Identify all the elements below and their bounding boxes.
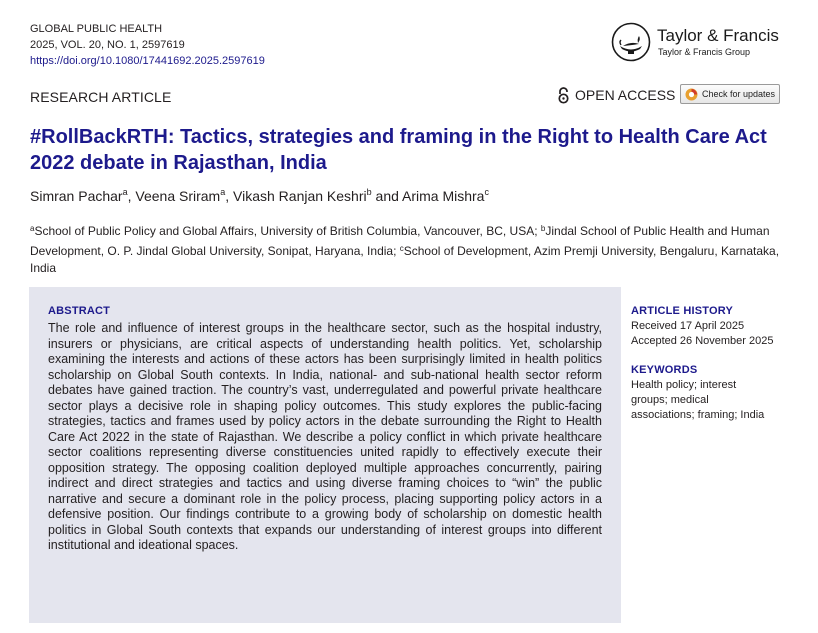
author-name[interactable]: Veena Sriram xyxy=(135,188,221,204)
author-separator: , xyxy=(225,188,234,204)
journal-name: GLOBAL PUBLIC HEALTH xyxy=(30,23,163,35)
received-date: Received 17 April 2025 xyxy=(631,320,745,332)
journal-info xyxy=(30,21,265,69)
abstract-panel xyxy=(29,287,621,623)
affil-text: School of Public Policy and Global Affairs, University of British Columbia, Vancouver, BC, USA; xyxy=(34,224,541,238)
open-access-label: OPEN ACCESS xyxy=(575,87,676,103)
check-for-updates-button[interactable] xyxy=(680,84,780,104)
author-affil-mark: a xyxy=(220,187,226,197)
article-sidebar xyxy=(631,304,791,423)
keywords-heading: KEYWORDS xyxy=(631,364,698,376)
keywords-list: Health policy; interest groups; medical associations; framing; India xyxy=(631,379,765,421)
abstract-heading: ABSTRACT xyxy=(48,305,111,317)
lamp-logo-icon xyxy=(611,22,651,62)
author-name[interactable]: Simran Pachar xyxy=(30,188,123,204)
article-title: #RollBackRTH: Tactics, strategies and framing in the Right to Health Care Act 2022 debate in Rajasthan, India xyxy=(30,126,767,174)
author-affil-mark: a xyxy=(122,187,128,197)
author-separator: and xyxy=(371,188,403,204)
affiliations xyxy=(30,220,790,277)
author-affil-mark: b xyxy=(366,187,372,197)
open-access-badge xyxy=(557,85,675,105)
history-heading: ARTICLE HISTORY xyxy=(631,305,734,317)
abstract-text: The role and influence of interest groups in the healthcare sector, such as the hospital industry, insurers or physicians, are critical aspects of understanding health politics. Yet, scholarship examining the interests and actions of these actors has been surprisingly limited in health politics scholarship on Global South contexts. In India, national- and sub-national health sector reform debates have gained traction. The country’s vast, underregulated and powerful private healthcare sector plays a decisive role in shaping policy outcomes. This study explores the public-facing strategies, tactics and frames used by policy actors in the debate surrounding the Right to Health Care Act 2022 in the state of Rajasthan. We describe a policy conflict in which private healthcare sector coalitions representing diverse constituencies united rapidly to effectively execute their opposition strategy. The opposing coalition deployed multiple approaches concurrently, pairing indirect and direct strategies and tactics and using diverse framing choices to “win” the public narrative and secure a dominant role in the policy process, placing supporting policy actors in a defensive position. Our findings contribute to a growing body of scholarship on domestic health politics in Global South contexts that expands our understanding of interest groups into different institutional and ideational spaces. xyxy=(48,321,602,552)
affil-mark: a xyxy=(30,224,35,233)
article-type: RESEARCH ARTICLE xyxy=(30,89,172,105)
author-name[interactable]: Arima Mishra xyxy=(402,188,485,204)
author-affil-mark: c xyxy=(484,187,489,197)
author-list xyxy=(30,187,489,204)
affil-text: Jindal School of Public Health and Human Development, O. P. Jindal Global University, Sonipat, Haryana, India; xyxy=(30,224,770,258)
publisher-group: Taylor & Francis Group xyxy=(658,47,751,57)
check-updates-label: Check for updates xyxy=(702,89,776,99)
affil-text: School of Development, Azim Premji University, Bengaluru, Karnataka, India xyxy=(30,244,780,275)
publisher-logo xyxy=(611,22,791,64)
accepted-date: Accepted 26 November 2025 xyxy=(631,335,774,347)
publisher-name: Taylor & Francis xyxy=(657,26,779,45)
open-lock-icon xyxy=(557,87,570,104)
check-updates-icon xyxy=(685,88,698,101)
author-separator: , xyxy=(127,188,136,204)
author-name[interactable]: Vikash Ranjan Keshri xyxy=(233,188,367,204)
affil-mark: b xyxy=(540,224,546,233)
affil-mark: c xyxy=(399,244,404,253)
doi-link[interactable]: https://doi.org/10.1080/17441692.2025.2597619 xyxy=(30,55,265,67)
journal-issue: 2025, VOL. 20, NO. 1, 2597619 xyxy=(30,39,185,51)
